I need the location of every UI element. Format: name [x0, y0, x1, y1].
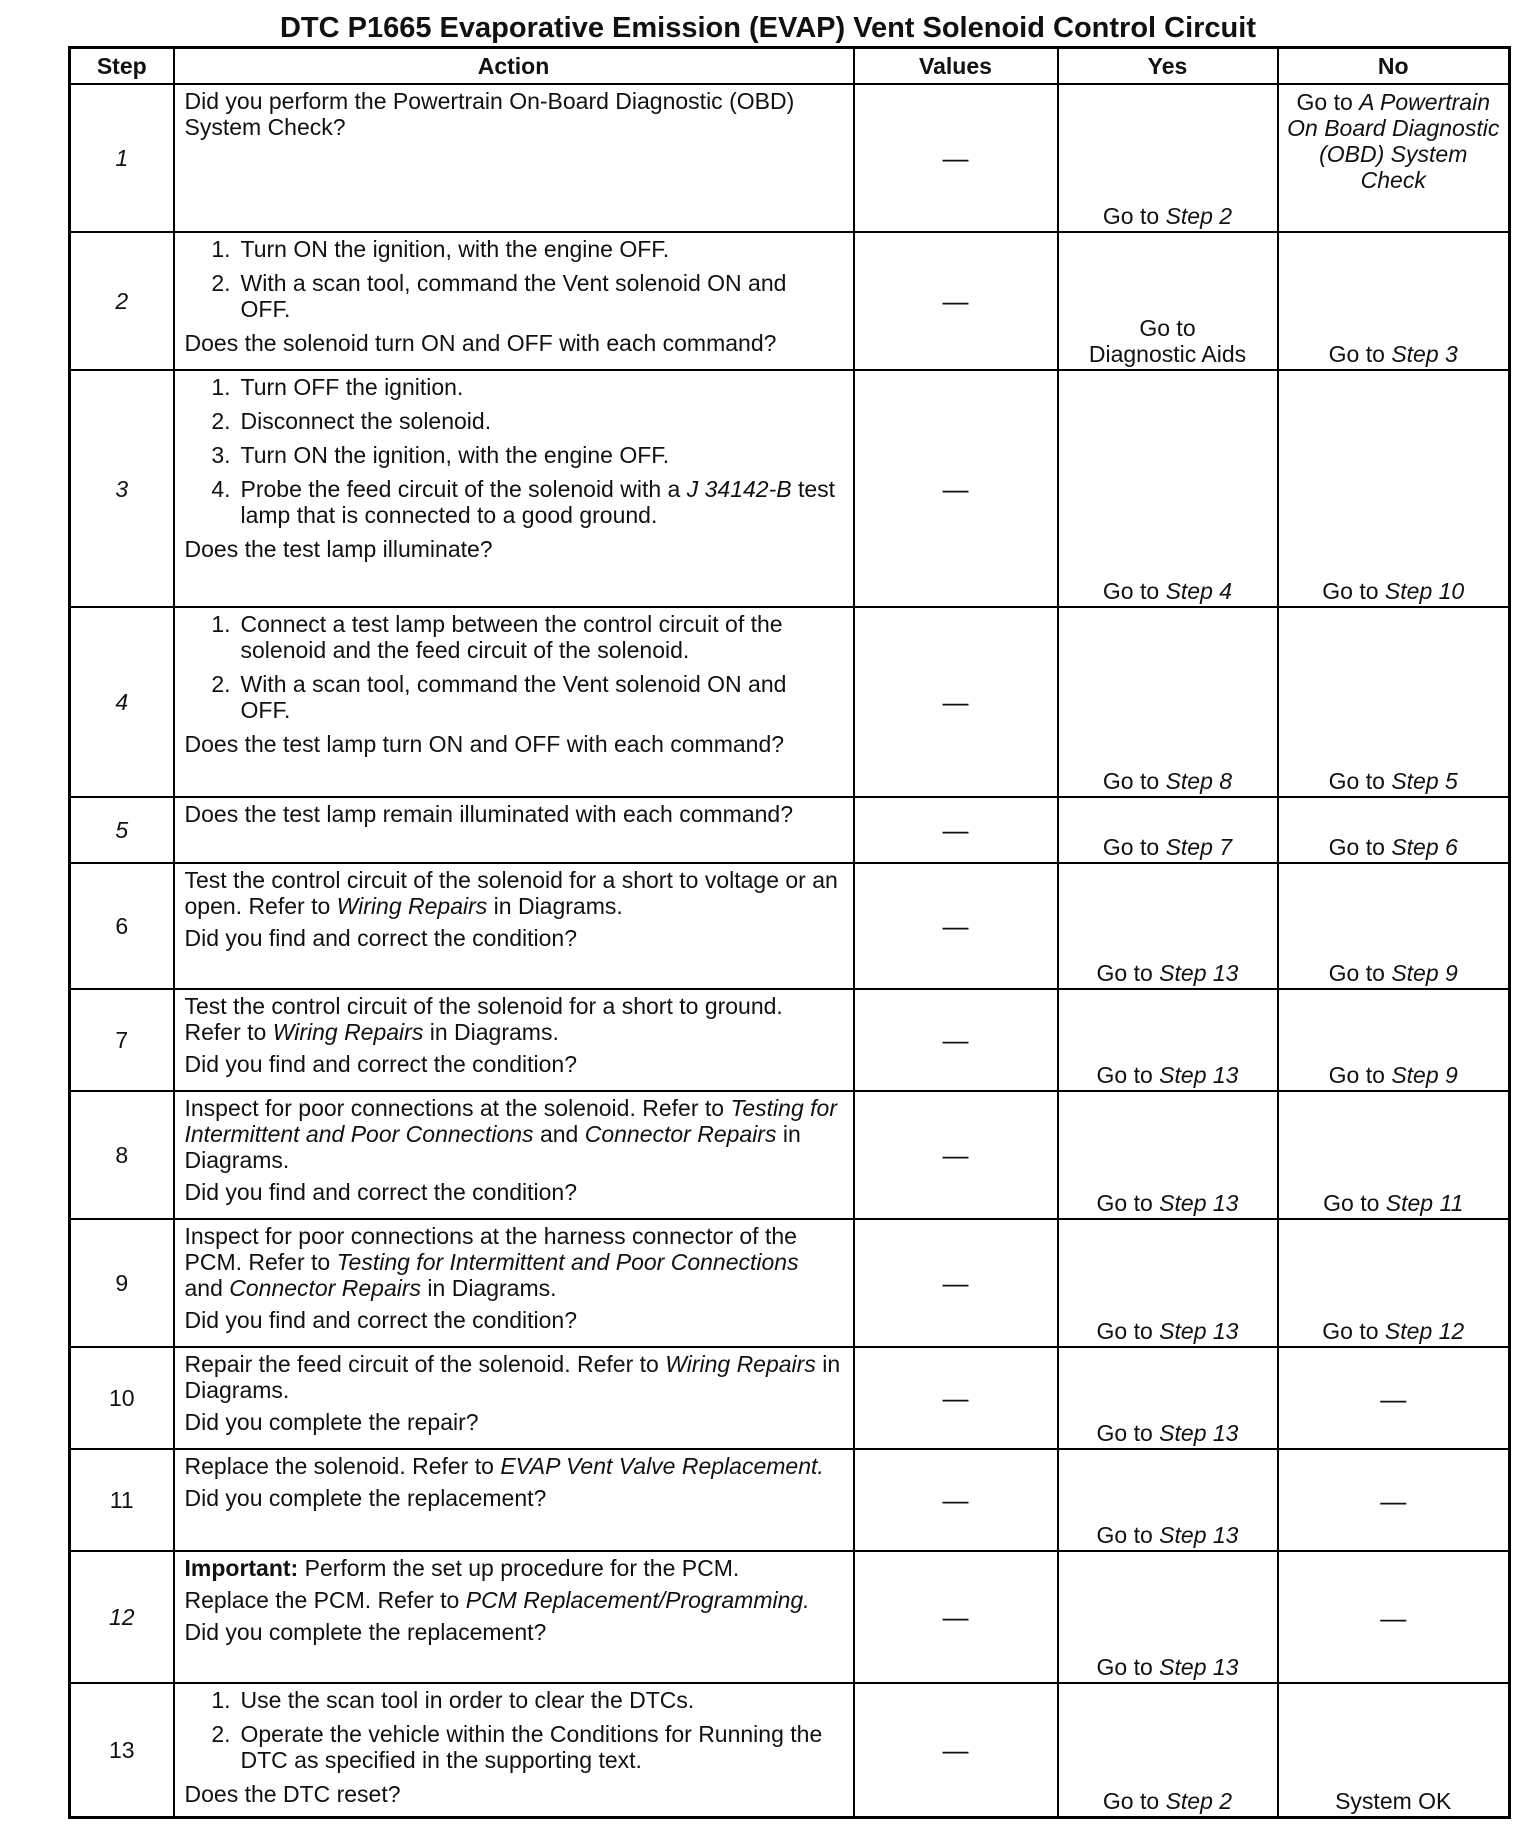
table-row: [70, 1219, 1510, 1347]
action-cell: [174, 1683, 854, 1817]
values-cell: —: [854, 1219, 1058, 1347]
no-cell: [1278, 607, 1510, 797]
action-cell: [174, 607, 854, 797]
yes-cell: [1058, 1219, 1278, 1347]
header-yes: Yes: [1058, 48, 1278, 85]
step-number: 7: [70, 989, 174, 1091]
no-cell: [1278, 1219, 1510, 1347]
go-to-label: Go to: [1139, 315, 1196, 341]
no-cell: [1278, 989, 1510, 1091]
table-row: [70, 1551, 1510, 1683]
no-result: System OK: [1335, 1787, 1452, 1814]
go-to-label: Go to: [1096, 1190, 1153, 1216]
table-row: [70, 370, 1510, 607]
yes-link[interactable]: Step 8: [1165, 768, 1233, 794]
yes-link[interactable]: Step 13: [1159, 1420, 1239, 1446]
list-item: 2. Disconnect the solenoid.: [211, 408, 492, 434]
action-cell: [174, 863, 854, 989]
go-to-label: Go to: [1096, 960, 1153, 986]
question-text: Did you complete the repair?: [184, 1409, 479, 1435]
step-number: 6: [70, 863, 174, 989]
action-cell: [174, 1449, 854, 1551]
go-to-label: Go to: [1328, 768, 1385, 794]
no-link[interactable]: Step 9: [1391, 1062, 1458, 1088]
table-row: [70, 1091, 1510, 1219]
list-item: 1. Turn OFF the ignition.: [211, 374, 464, 400]
yes-cell: [1058, 863, 1278, 989]
step-number: 11: [70, 1449, 174, 1551]
go-to-label: Go to: [1096, 1318, 1153, 1344]
yes-cell: [1058, 370, 1278, 607]
instruction-text: Repair the feed circuit of the solenoid. Refer to Wiring Repairs in Diagrams.: [184, 1351, 841, 1403]
no-link[interactable]: Step 3: [1391, 341, 1458, 367]
yes-link[interactable]: Step 13: [1159, 1654, 1239, 1680]
values-cell: —: [854, 607, 1058, 797]
question-text: Does the test lamp remain illuminated with each command?: [184, 801, 794, 827]
no-cell: [1278, 84, 1510, 232]
no-link[interactable]: Step 10: [1384, 578, 1465, 604]
yes-link[interactable]: Step 2: [1165, 1787, 1233, 1814]
no-cell: [1278, 797, 1510, 863]
step-number: 9: [70, 1219, 174, 1347]
no-link[interactable]: Step 9: [1391, 960, 1458, 986]
instruction-list: [185, 236, 843, 322]
yes-cell: [1058, 84, 1278, 232]
instruction-text: Test the control circuit of the solenoid for a short to voltage or an open. Refer to Wiring Repairs in Diagrams.: [184, 867, 838, 919]
question-text: Did you find and correct the condition?: [184, 925, 578, 951]
step-number: 1: [70, 84, 174, 232]
action-cell: [174, 797, 854, 863]
no-link[interactable]: Step 11: [1385, 1190, 1464, 1216]
step-number: 13: [70, 1683, 174, 1817]
go-to-label: Go to: [1096, 1062, 1153, 1088]
yes-link[interactable]: Step 2: [1165, 203, 1233, 229]
go-to-label: Go to: [1322, 1318, 1379, 1344]
page-title: DTC P1665 Evaporative Emission (EVAP) Vent Solenoid Control Circuit: [279, 12, 1256, 44]
action-cell: [174, 1219, 854, 1347]
values-cell: —: [854, 1347, 1058, 1449]
go-to-label: Go to: [1328, 1062, 1385, 1088]
go-to-label: Go to: [1328, 341, 1385, 367]
yes-link[interactable]: Step 7: [1165, 834, 1233, 860]
go-to-label: Go to: [1096, 1420, 1153, 1446]
no-link[interactable]: Step 12: [1384, 1318, 1465, 1344]
step-number: 12: [70, 1551, 174, 1683]
action-cell: [174, 84, 854, 232]
action-cell: [174, 1091, 854, 1219]
yes-link[interactable]: Step 13: [1159, 1318, 1239, 1344]
header-action: Action: [174, 48, 854, 85]
action-cell: [174, 232, 854, 370]
go-to-label: Go to: [1102, 203, 1160, 229]
instruction-list: [185, 374, 843, 528]
values-cell: —: [854, 232, 1058, 370]
action-cell: [174, 1551, 854, 1683]
values-cell: —: [854, 797, 1058, 863]
list-item: 3. Turn ON the ignition, with the engine OFF.: [211, 442, 670, 468]
yes-link[interactable]: Step 13: [1159, 1190, 1239, 1216]
list-item: 1. Turn ON the ignition, with the engine OFF.: [211, 236, 670, 262]
values-cell: —: [854, 1449, 1058, 1551]
table-row: [70, 1449, 1510, 1551]
yes-link[interactable]: Step 13: [1159, 960, 1239, 986]
yes-link[interactable]: Step 4: [1165, 578, 1233, 604]
yes-cell: [1058, 989, 1278, 1091]
yes-cell: [1058, 1347, 1278, 1449]
go-to-label: Go to: [1102, 578, 1160, 604]
no-cell: [1278, 1683, 1510, 1817]
table-row: [70, 607, 1510, 797]
instruction-list: [185, 611, 843, 723]
no-cell: —: [1278, 1551, 1510, 1683]
go-to-label: Go to: [1102, 834, 1160, 860]
step-number: 4: [70, 607, 174, 797]
instruction-text: Replace the PCM. Refer to PCM Replacement/Programming.: [184, 1587, 810, 1613]
list-item: 1. Use the scan tool in order to clear the DTCs.: [211, 1687, 695, 1713]
question-text: Did you find and correct the condition?: [184, 1307, 578, 1333]
step-number: 10: [70, 1347, 174, 1449]
action-cell: [174, 989, 854, 1091]
no-cell: [1278, 370, 1510, 607]
no-cell: [1278, 1091, 1510, 1219]
list-item: 2. With a scan tool, command the Vent solenoid ON and OFF.: [211, 671, 787, 723]
step-number: 2: [70, 232, 174, 370]
table-row: [70, 84, 1510, 232]
table-row: [70, 1347, 1510, 1449]
question-text: Did you find and correct the condition?: [184, 1051, 578, 1077]
go-to-label: Go to: [1096, 1522, 1153, 1548]
list-item: 1. Connect a test lamp between the control circuit of the solenoid and the feed circuit of the solenoid.: [211, 611, 783, 663]
no-cell: —: [1278, 1347, 1510, 1449]
important-note: Important: Perform the set up procedure for the PCM.: [184, 1555, 740, 1581]
action-cell: [174, 1347, 854, 1449]
question-text: Does the solenoid turn ON and OFF with each command?: [184, 330, 777, 356]
go-to-label: Go to: [1323, 1190, 1380, 1216]
table-header-row: [70, 48, 1510, 85]
values-cell: —: [854, 989, 1058, 1091]
diagnostic-table: [68, 46, 1511, 1819]
no-cell: [1278, 232, 1510, 370]
go-to-label: Go to: [1102, 768, 1160, 794]
action-cell: [174, 370, 854, 607]
values-cell: —: [854, 1091, 1058, 1219]
no-cell: —: [1278, 1449, 1510, 1551]
table-row: [70, 1683, 1510, 1817]
yes-cell: [1058, 1449, 1278, 1551]
question-text: Does the DTC reset?: [184, 1781, 401, 1807]
question-text: Did you complete the replacement?: [184, 1485, 547, 1511]
header-step: Step: [70, 48, 174, 85]
go-to-label: Go to: [1328, 834, 1385, 860]
list-item: 2. With a scan tool, command the Vent solenoid ON and OFF.: [211, 270, 787, 322]
yes-cell: [1058, 797, 1278, 863]
table-row: [70, 797, 1510, 863]
values-cell: —: [854, 1551, 1058, 1683]
yes-cell: [1058, 232, 1278, 370]
instruction-list: [185, 1687, 843, 1773]
question-text: Did you perform the Powertrain On-Board Diagnostic (OBD) System Check?: [184, 88, 795, 140]
step-number: 3: [70, 370, 174, 607]
question-text: Does the test lamp turn ON and OFF with each command?: [184, 731, 785, 757]
yes-cell: [1058, 1091, 1278, 1219]
yes-link[interactable]: Step 13: [1159, 1062, 1239, 1088]
values-cell: —: [854, 84, 1058, 232]
question-text: Does the test lamp illuminate?: [184, 536, 493, 562]
instruction-text: Inspect for poor connections at the harness connector of the PCM. Refer to Testing for Intermittent and Poor Connections and Connector Repairs in Diagrams.: [184, 1223, 799, 1301]
go-to-label: Go to: [1096, 1654, 1153, 1680]
yes-cell: [1058, 1683, 1278, 1817]
go-to-label: Go to: [1322, 578, 1379, 604]
header-values: Values: [854, 48, 1058, 85]
instruction-text: Test the control circuit of the solenoid for a short to ground. Refer to Wiring Repairs in Diagrams.: [184, 993, 783, 1045]
header-no: No: [1278, 48, 1510, 85]
values-cell: —: [854, 863, 1058, 989]
no-cell: [1278, 863, 1510, 989]
question-text: Did you find and correct the condition?: [184, 1179, 578, 1205]
table-row: [70, 863, 1510, 989]
step-number: 5: [70, 797, 174, 863]
no-link[interactable]: Step 6: [1391, 834, 1458, 860]
table-row: [70, 989, 1510, 1091]
no-link[interactable]: Step 5: [1391, 768, 1458, 794]
go-to-label: Go to: [1328, 960, 1385, 986]
question-text: Did you complete the replacement?: [184, 1619, 547, 1645]
list-item: 4. Probe the feed circuit of the solenoid with a J 34142-B test lamp that is connected to a good ground.: [211, 476, 836, 528]
table-row: [70, 232, 1510, 370]
instruction-text: Replace the solenoid. Refer to EVAP Vent Valve Replacement.: [184, 1453, 824, 1479]
go-to-label: Go to: [1102, 1787, 1160, 1814]
yes-link[interactable]: Diagnostic Aids: [1088, 341, 1247, 367]
yes-cell: [1058, 607, 1278, 797]
no-link[interactable]: A Powertrain On Board Diagnostic (OBD) System Check: [1287, 89, 1500, 193]
values-cell: —: [854, 1683, 1058, 1817]
step-number: 8: [70, 1091, 174, 1219]
values-cell: —: [854, 370, 1058, 607]
yes-cell: [1058, 1551, 1278, 1683]
yes-link[interactable]: Step 13: [1159, 1522, 1239, 1548]
go-to-label: Go to: [1296, 89, 1353, 115]
instruction-text: Inspect for poor connections at the solenoid. Refer to Testing for Intermittent and Poor Connections and Connector Repairs in Diagrams.: [184, 1095, 837, 1173]
list-item: 2. Operate the vehicle within the Conditions for Running the DTC as specified in the supporting text.: [211, 1721, 823, 1773]
